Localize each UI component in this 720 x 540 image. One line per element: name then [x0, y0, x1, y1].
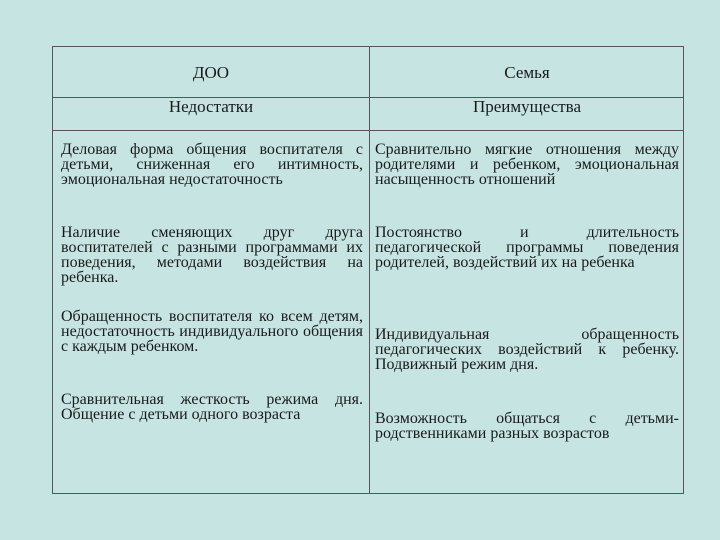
header-family: Семья [504, 63, 550, 82]
header-advantages: Преимущества [472, 97, 582, 116]
header-doo: ДОО [192, 63, 230, 82]
row4-family-cell: Возможность общаться с детьми-родственниками разных возрастов [375, 410, 679, 442]
row2-doo-cell: Наличие сменяющих друг друга воспитателей с разными программами их поведения, методами воздействия на ребенка. [61, 224, 363, 286]
row1-doo-cell: Деловая форма общения воспитателя с детьми, сниженная его интимность, эмоциональная недостаточность [61, 141, 363, 188]
row3-doo-cell: Обращенность воспитателя ко всем детям, недостаточность индивидуального общения с каждым ребенком. [61, 308, 363, 355]
row-divider [53, 130, 683, 131]
row3-family-cell: Индивидуальная обращенность педагогических воздействий к ребенку. Подвижный режим дня. [375, 326, 679, 373]
comparison-table [52, 46, 684, 494]
header-disadvantages: Недостатки [168, 97, 254, 116]
row2-family-cell: Постоянство и длительность педагогической программы поведения родителей, воздействий их на ребенка [375, 224, 679, 271]
row1-family-cell: Сравнительно мягкие отношения между родителями и ребенком, эмоциональная насыщенность отношений [375, 141, 679, 188]
row4-doo-cell: Сравнительная жесткость режима дня. Общение с детьми одного возраста [61, 391, 363, 423]
